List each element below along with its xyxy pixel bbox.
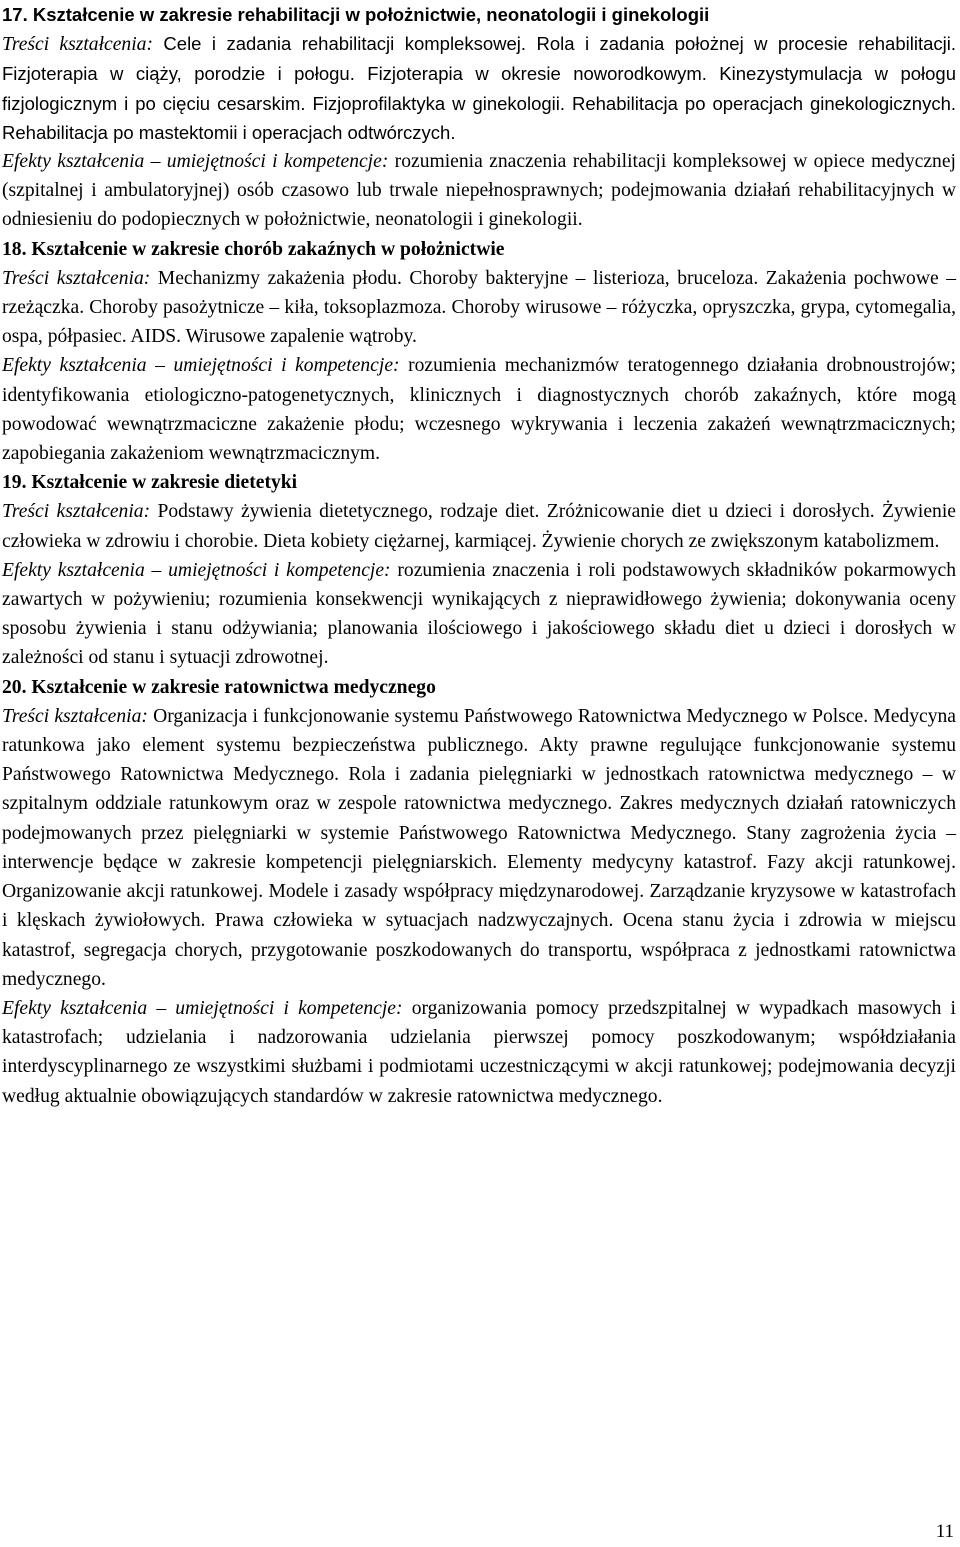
section-title: Kształcenie w zakresie ratownictwa medycznego: [31, 676, 436, 698]
section-heading: [2, 235, 956, 264]
effects-paragraph: [2, 994, 956, 1111]
content-text: Cele i zadania rehabilitacji kompleksowej. Rola i zadania położnej w procesie rehabilitacji. Fizjoterapia w ciąży, porodzie i połogu. Fizjoterapia w okresie noworodkowym. Kinezystymulacja w połogu fizjologicznym i po cięciu cesarskim. Fizjoprofilaktyka w ginekologii. Rehabilitacja po operacjach ginekologicznych. Rehabilitacja po mastektomii i operacjach odtwórczych.: [2, 33, 956, 143]
section-title: Kształcenie w zakresie chorób zakaźnych w położnictwie: [31, 238, 505, 260]
section-heading: [2, 468, 956, 497]
section-number: 19.: [2, 472, 27, 494]
effects-label: Efekty kształcenia – umiejętności i kompetencje:: [2, 355, 400, 377]
effects-paragraph: [2, 351, 956, 468]
content-text: Organizacja i funkcjonowanie systemu Państwowego Ratownictwa Medycznego w Polsce. Medycyna ratunkowa jako element systemu bezpieczeństwa publicznego. Akty prawne regulujące funkcjonowanie systemu Państwowego Ratownictwa Medycznego. Rola i zadania pielęgniarki w jednostkach ratownictwa medycznego – w szpitalnym oddziale ratunkowym oraz w zespole ratownictwa medycznego. Zakres medycznych działań ratowniczych podejmowanych przez pielęgniarki w systemie Państwowego Ratownictwa Medycznego. Stany zagrożenia życia – interwencje będące w zakresie kompetencji pielęgniarskich. Elementy medycyny katastrof. Fazy akcji ratunkowej. Organizowanie akcji ratunkowej. Modele i zasady współpracy międzynarodowej. Zarządzanie kryzysowe w katastrofach i klęskach żywiołowych. Prawa człowieka w sytuacjach nadzwyczajnych. Ocena stanu życia i zdrowia w miejscu katastrof, segregacja chorych, przygotowanie poszkodowanych do transportu, współpraca z jednostkami ratownictwa medycznego.: [2, 705, 956, 990]
content-label: Treści kształcenia:: [2, 705, 148, 727]
effects-text: organizowania pomocy przedszpitalnej w wypadkach masowych i katastrofach; udzielania i nadzorowania udzielania pierwszej pomocy poszkodowanym; współdziałania interdyscyplinarnego ze wszystkimi służbami i podmiotami uczestniczącymi w akcji ratunkowej; podejmowania decyzji według aktualnie obowiązujących standardów w zakresie ratownictwa medycznego.: [2, 997, 956, 1107]
content-paragraph: [2, 702, 956, 994]
section-heading: [2, 0, 956, 29]
effects-label: Efekty kształcenia – umiejętności i kompetencje:: [2, 151, 389, 173]
section-title: Kształcenie w zakresie dietetyki: [31, 472, 298, 494]
content-text: Mechanizmy zakażenia płodu. Choroby bakteryjne – listerioza, bruceloza. Zakażenia pochwowe – rzeżączka. Choroby pasożytnicze – kiła, toksoplazmoza. Choroby wirusowe – różyczka, opryszczka, grypa, cytomegalia, ospa, półpasiec. AIDS. Wirusowe zapalenie wątroby.: [2, 267, 956, 348]
section-title: Kształcenie w zakresie rehabilitacji w położnictwie, neonatologii i ginekologii: [32, 4, 710, 25]
content-label: Treści kształcenia:: [2, 267, 151, 289]
section-heading: [2, 673, 956, 702]
section-20: [2, 673, 956, 1111]
content-paragraph: [2, 497, 956, 555]
effects-label: Efekty kształcenia – umiejętności i kompetencje:: [2, 559, 391, 581]
effects-label: Efekty kształcenia – umiejętności i kompetencje:: [2, 997, 403, 1019]
section-19: [2, 468, 956, 672]
section-number: 20.: [2, 676, 27, 698]
content-label: Treści kształcenia:: [2, 34, 153, 56]
document-body: [2, 0, 956, 1111]
page-number: 11: [935, 1521, 954, 1542]
content-paragraph: [2, 264, 956, 352]
section-number: 18.: [2, 238, 27, 260]
effects-text: rozumienia mechanizmów teratogennego działania drobnoustrojów; identyfikowania etiologiczno-patogenetycznych, klinicznych i diagnostycznych chorób zakaźnych, które mogą powodować wewnątrzmaciczne zakażenie płodu; wczesnego wykrywania i leczenia zakażeń wewnątrzmacicznych; zapobiegania zakażeniom wewnątrzmacicznym.: [2, 355, 956, 465]
effects-text: rozumienia znaczenia i roli podstawowych składników pokarmowych zawartych w pożywieniu; rozumienia konsekwencji wynikających z nieprawidłowego żywienia; dokonywania oceny sposobu żywienia i stanu odżywiania; planowania ilościowego i jakościowego składu diet u dzieci i dorosłych w zależności od stanu i sytuacji zdrowotnej.: [2, 559, 956, 669]
section-18: [2, 235, 956, 469]
content-text: Podstawy żywienia dietetycznego, rodzaje diet. Zróżnicowanie diet u dzieci i dorosłych. Żywienie człowieka w zdrowiu i chorobie. Dieta kobiety ciężarnej, karmiącej. Żywienie chorych ze zwiększonym katabolizmem.: [2, 501, 956, 552]
effects-paragraph: [2, 556, 956, 673]
effects-paragraph: [2, 147, 956, 235]
section-number: 17.: [2, 4, 28, 25]
content-paragraph: [2, 29, 956, 147]
effects-text: rozumienia znaczenia rehabilitacji kompleksowej w opiece medycznej (szpitalnej i ambulatoryjnej) osób czasowo lub trwale niepełnosprawnych; podejmowania działań rehabilitacyjnych w odniesieniu do podopiecznych w położnictwie, neonatologii i ginekologii.: [2, 151, 956, 231]
content-label: Treści kształcenia:: [2, 501, 151, 523]
section-17: [2, 0, 956, 235]
